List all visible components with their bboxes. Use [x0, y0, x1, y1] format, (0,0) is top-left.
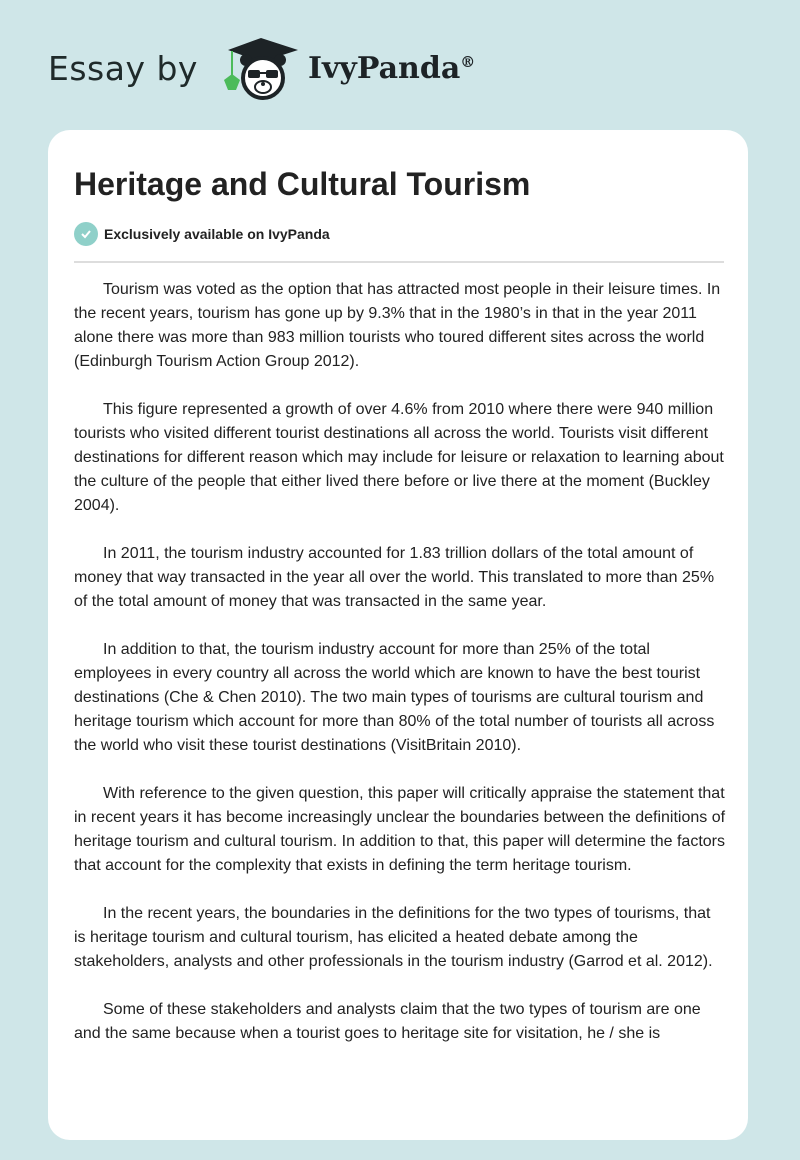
site-header: [48, 36, 475, 100]
essay-body: [74, 278, 726, 1070]
panda-graduate-icon[interactable]: [218, 36, 304, 100]
paragraph: In the recent years, the boundaries in the definitions for the two types of tourisms, that is heritage tourism and cultural tourism, has elicited a heated debate among the stakeholders, analysts and other professionals in the tourism industry (Garrod et al. 2012).: [74, 905, 713, 970]
registered-mark: ®: [460, 52, 476, 71]
divider: [74, 261, 724, 263]
essay-by-label: Essay by: [48, 48, 198, 88]
essay-card: [48, 130, 748, 1140]
page-title: Heritage and Cultural Tourism: [74, 166, 531, 202]
brand-name[interactable]: [308, 51, 475, 86]
paragraph: In addition to that, the tourism industry account for more than 25% of the total employees in every country all across the world which are known to have the best tourist destinations (Che & Chen 2010). The two main types of tourisms are cultural tourism and heritage tourism which account for more than 80% of the total number of tourists all across the world who visit these tourist destinations (VisitBritain 2010).: [74, 641, 715, 754]
paragraph: In 2011, the tourism industry accounted for 1.83 trillion dollars of the total amount of money that way transacted in the year all over the world. This translated to more than 25% of the total amount of money that was transacted in the same year.: [74, 545, 715, 610]
badge-text: Exclusively available on IvyPanda: [104, 226, 330, 242]
paragraph: Some of these stakeholders and analysts claim that the two types of tourism are one and the same because when a tourist goes to heritage site for visitation, he / she is: [74, 1001, 701, 1042]
paragraph: This figure represented a growth of over 4.6% from 2010 where there were 940 million tourists who visited different tourist destinations all across the world. Tourists visit different destinations for different reason which may include for leisure or relaxation to learning about the culture of the people that either lived there before or live there at the moment (Buckley 2004).: [74, 401, 724, 514]
paragraph: Tourism was voted as the option that has attracted most people in their leisure times. In the recent years, tourism has gone up by 9.3% that in the 1980’s in that in the year 2011 alone there was more than 983 million tourists who toured different sites across the world (Edinburgh Tourism Action Group 2012).: [74, 281, 721, 370]
exclusive-badge: [74, 222, 330, 246]
check-circle-icon: [74, 222, 98, 246]
paragraph: With reference to the given question, this paper will critically appraise the statement that in recent years it has become increasingly unclear the boundaries between the definitions of heritage tourism and cultural tourism. In addition to that, this paper will determine the factors that account for the complexity that exists in defining the term heritage tourism.: [74, 785, 726, 874]
brand-text: IvyPanda: [307, 50, 461, 86]
